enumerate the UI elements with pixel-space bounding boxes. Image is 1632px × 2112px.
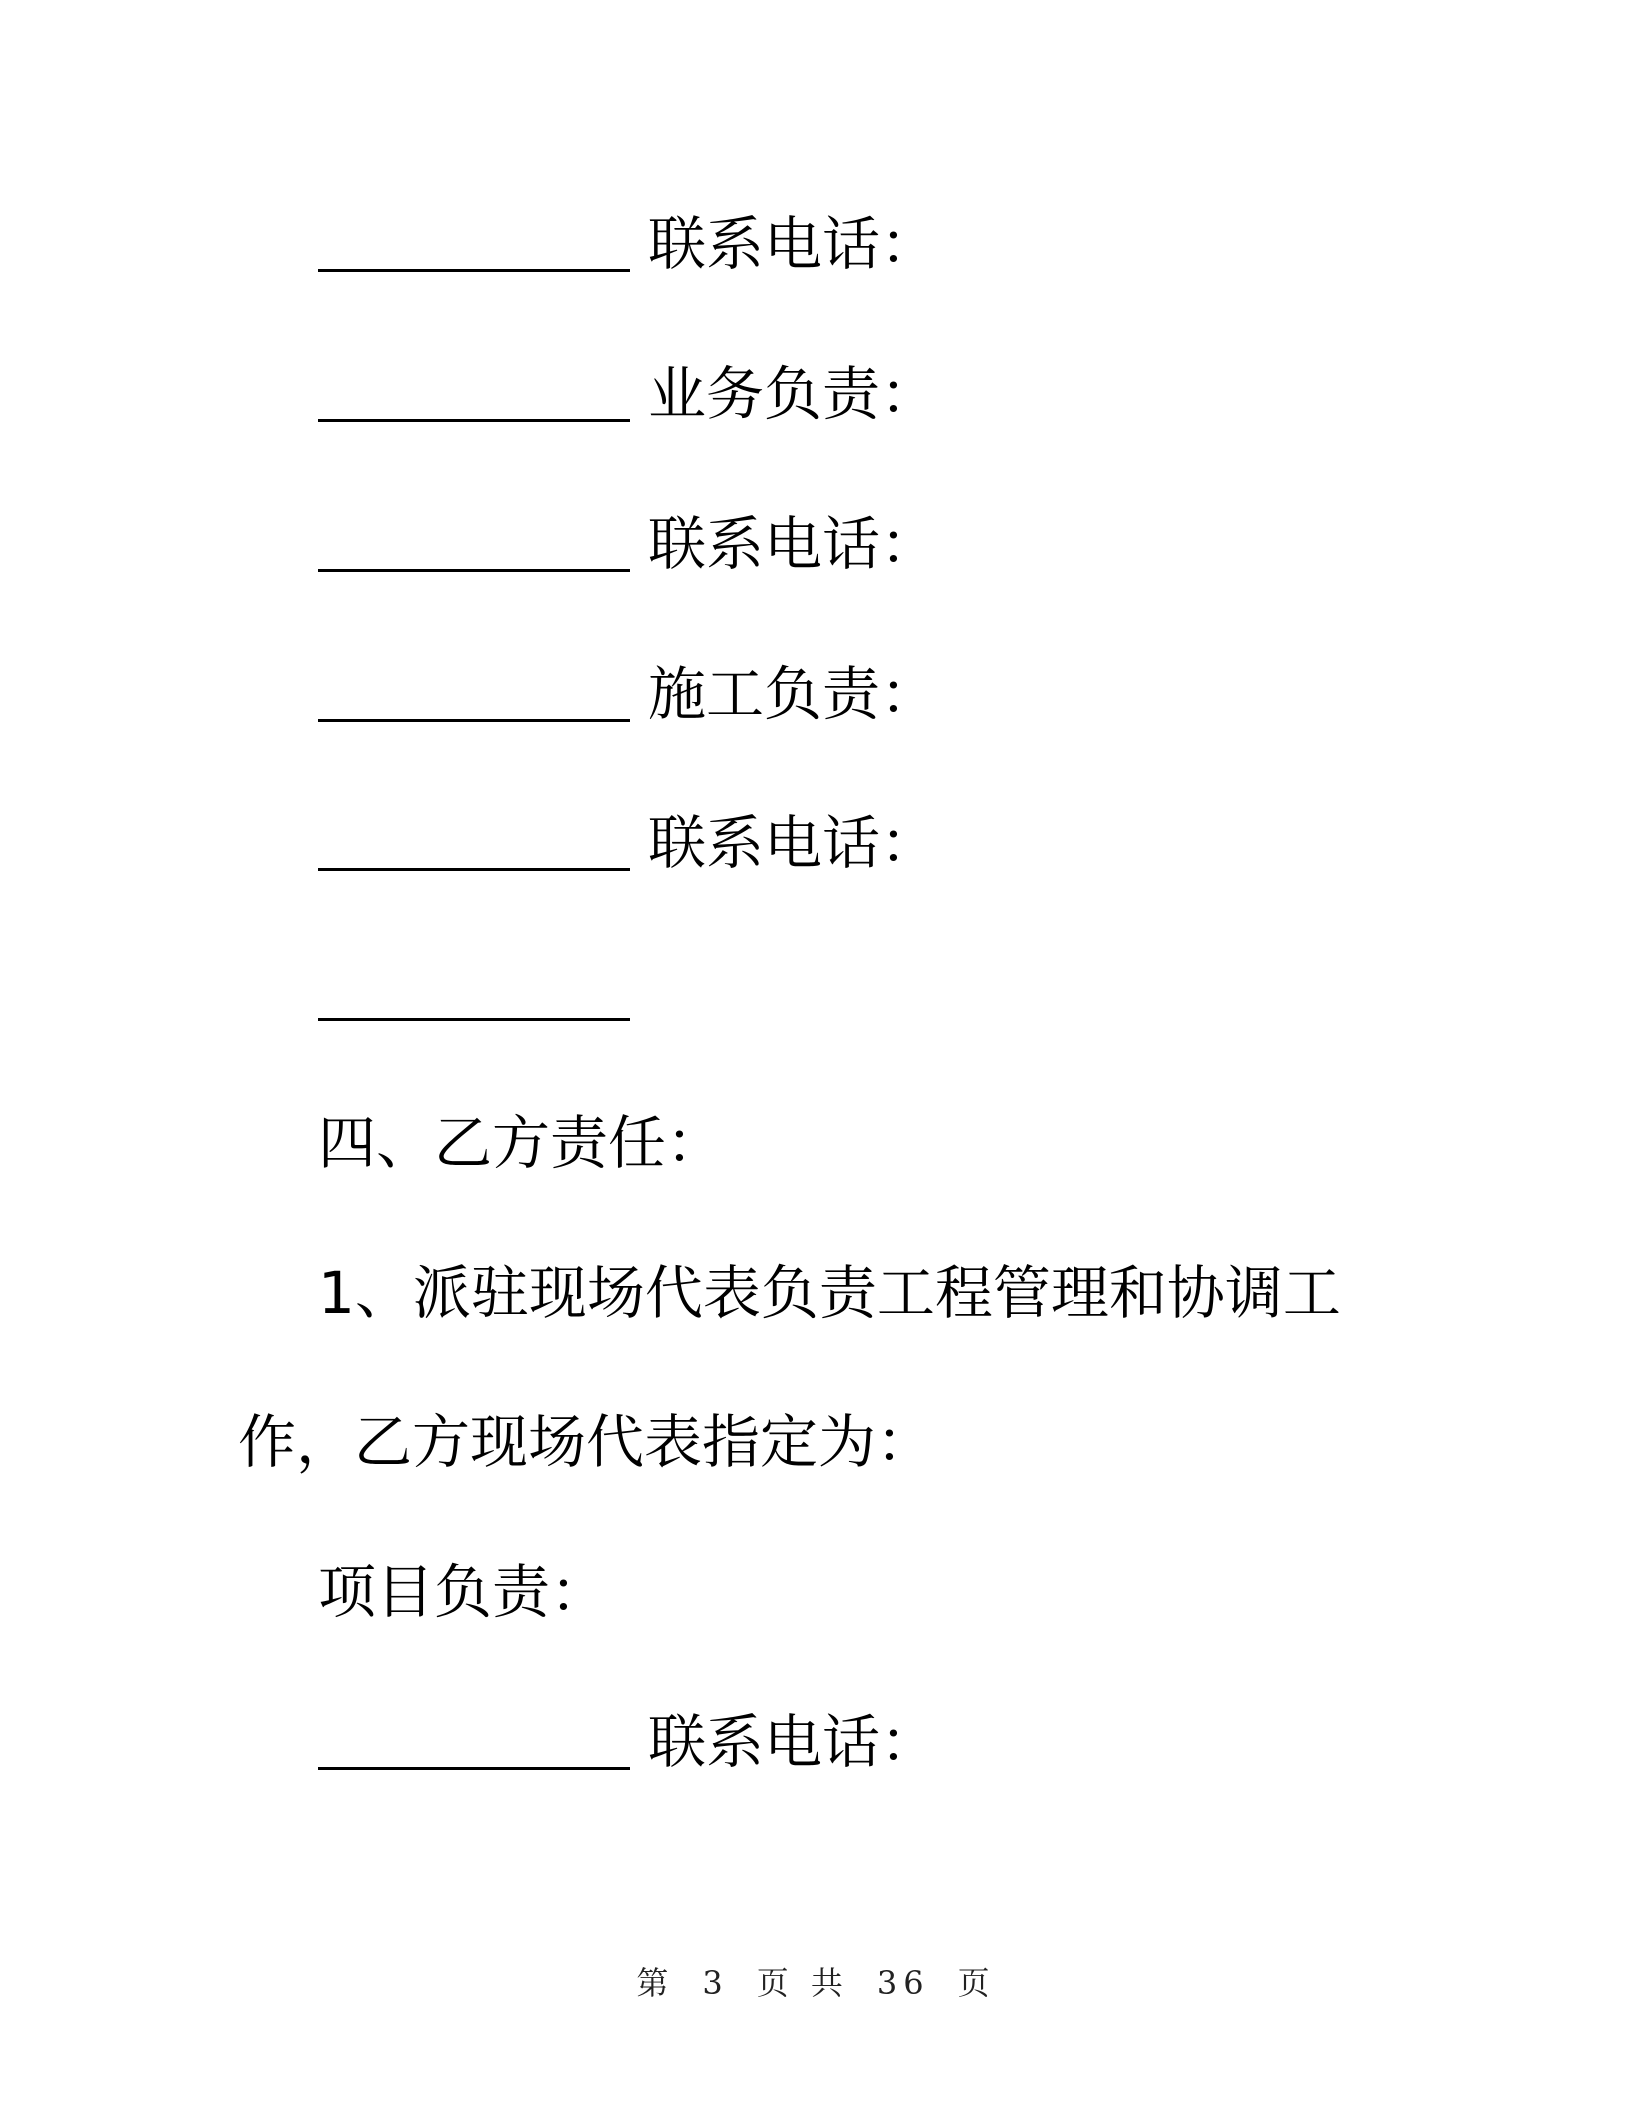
field-label: 项目负责： [318, 1558, 609, 1626]
construction-lead-line [318, 654, 938, 734]
business-lead-line [318, 354, 938, 434]
section-title: 四、乙方责任： [318, 1109, 725, 1177]
contact-phone-line-2 [318, 504, 938, 584]
contact-phone-line-1 [318, 204, 938, 284]
footer-prefix: 第 [636, 1964, 675, 2002]
contact-phone-line-4 [318, 1702, 938, 1782]
footer-middle: 页 共 [756, 1964, 849, 2002]
fill-in-blank[interactable] [318, 367, 630, 422]
field-label: 联系电话： [648, 210, 939, 278]
paragraph-text: 作，乙方现场代表指定为： [238, 1408, 935, 1476]
fill-in-blank[interactable] [318, 667, 630, 722]
field-label: 联系电话： [648, 809, 939, 877]
contact-phone-line-3 [318, 803, 938, 883]
field-label: 施工负责： [648, 660, 939, 728]
section-heading [318, 1103, 724, 1183]
fill-in-blank[interactable] [318, 217, 630, 272]
field-label: 业务负责： [648, 360, 939, 428]
field-label: 联系电话： [648, 1708, 939, 1776]
fill-in-blank[interactable] [318, 816, 630, 871]
paragraph-line-1 [318, 1253, 1341, 1333]
fill-in-blank[interactable] [318, 966, 630, 1021]
fill-in-blank[interactable] [318, 1715, 630, 1770]
total-page-count: 36 [876, 1964, 930, 2002]
project-lead-line [318, 1552, 608, 1632]
blank-only-line [318, 953, 648, 1033]
paragraph-text: 1、派驻现场代表负责工程管理和协调工 [318, 1259, 1341, 1327]
footer-suffix: 页 [957, 1964, 996, 2002]
fill-in-blank[interactable] [318, 517, 630, 572]
current-page-number: 3 [702, 1964, 729, 2002]
paragraph-line-2 [238, 1402, 934, 1482]
field-label: 联系电话： [648, 510, 939, 578]
page-footer [0, 1958, 1632, 2004]
